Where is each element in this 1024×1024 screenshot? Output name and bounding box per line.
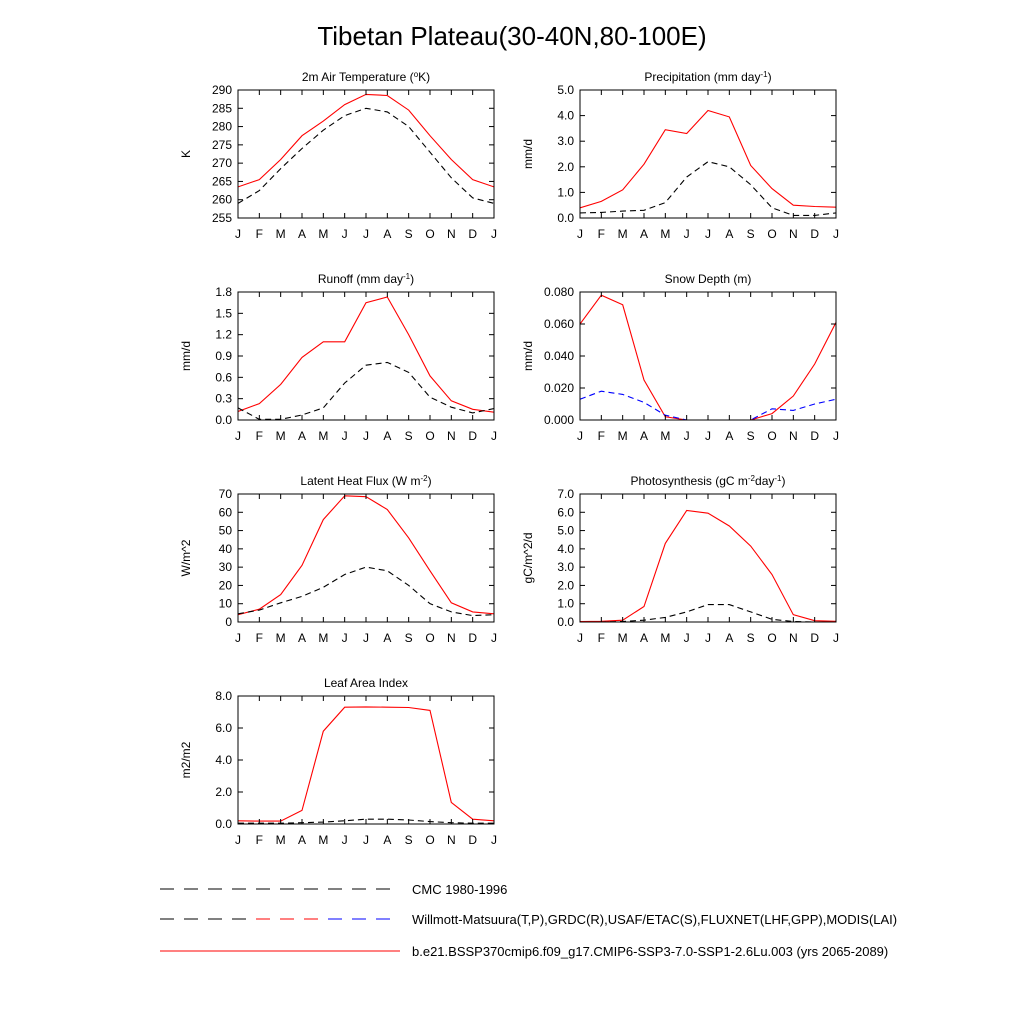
y-axis-label: W/m^2 <box>179 539 193 577</box>
x-tick-label: J <box>683 631 690 645</box>
x-tick-label: J <box>363 429 369 443</box>
x-tick-label: J <box>341 429 348 443</box>
plot-frame <box>238 90 494 218</box>
y-tick-label: 60 <box>218 505 232 520</box>
x-tick-label: A <box>383 833 392 847</box>
y-tick-label: 0.9 <box>215 349 232 363</box>
x-tick-label: D <box>468 227 478 241</box>
x-tick-label: O <box>425 833 435 847</box>
x-tick-label: J <box>341 631 348 645</box>
panel-title: Latent Heat Flux (W $m^{-2}$) <box>300 473 432 488</box>
x-tick-label: J <box>577 227 583 241</box>
y-tick-label: 1.0 <box>557 185 574 200</box>
panel-0 <box>179 70 497 242</box>
x-tick-label: A <box>297 833 307 847</box>
x-tick-label: J <box>363 833 369 847</box>
legend-label: CMC 1980-1996 <box>412 882 508 897</box>
y-tick-label: 2.0 <box>557 578 574 593</box>
y-tick-label: 3.0 <box>557 560 574 575</box>
panel-title: Runoff (mm day$^{-1}$) <box>317 271 415 286</box>
x-tick-label: A <box>639 227 649 241</box>
x-tick-label: J <box>833 429 839 443</box>
x-tick-label: A <box>297 227 307 241</box>
x-tick-label: J <box>833 227 839 241</box>
y-tick-label: 0.0 <box>215 413 232 427</box>
x-tick-label: M <box>318 631 329 645</box>
x-tick-label: J <box>235 429 241 443</box>
figure-title: Tibetan Plateau(30-40N,80-100E) <box>317 21 707 51</box>
x-tick-label: N <box>788 429 798 443</box>
x-tick-label: N <box>788 631 798 645</box>
model-series-line <box>238 707 494 821</box>
legend-item-2 <box>160 944 888 959</box>
x-tick-label: A <box>725 429 734 443</box>
y-tick-label: 0.040 <box>543 349 574 363</box>
x-tick-label: S <box>404 227 413 241</box>
x-tick-label: A <box>383 227 392 241</box>
x-tick-label: M <box>660 429 671 443</box>
x-tick-label: O <box>767 227 777 241</box>
y-tick-label: 0.0 <box>557 211 574 225</box>
y-tick-label: 30 <box>218 560 232 575</box>
legend-label: Willmott-Matsuura(T,P),GRDC(R),USAF/ETAC(S),FLUXNET(LHF,GPP),MODIS(LAI) <box>412 912 898 927</box>
x-tick-label: S <box>404 833 413 847</box>
x-tick-label: D <box>468 631 478 645</box>
x-tick-label: F <box>597 227 606 241</box>
legend-item-0 <box>160 882 507 897</box>
y-tick-label: 2.0 <box>557 159 574 174</box>
x-tick-label: A <box>639 429 649 443</box>
y-tick-label: 1.5 <box>215 306 232 321</box>
x-tick-label: J <box>491 833 497 847</box>
x-tick-label: J <box>491 429 497 443</box>
panels-group <box>179 70 839 848</box>
x-tick-label: M <box>318 429 329 443</box>
model-series-line <box>238 496 494 615</box>
panel-title: 2m Air Temperature ($^o$K) <box>301 69 431 84</box>
y-tick-label: 2.0 <box>215 785 232 799</box>
legend-label: b.e21.BSSP370cmip6.f09_g17.CMIP6-SSP3-7.0-SSP1-2.6Lu.003 (yrs 2065-2089) <box>412 944 889 959</box>
obs-series-line <box>238 108 494 203</box>
y-tick-label: 5.0 <box>557 523 574 538</box>
panel-5 <box>521 474 839 646</box>
y-tick-label: 1.2 <box>215 327 232 342</box>
x-tick-label: J <box>705 227 711 241</box>
y-tick-label: 270 <box>211 156 232 171</box>
y-axis-label: K <box>179 149 193 159</box>
x-tick-label: J <box>491 227 497 241</box>
y-tick-label: 50 <box>218 523 232 538</box>
panel-1 <box>521 70 839 242</box>
x-tick-label: J <box>341 227 348 241</box>
x-tick-label: A <box>383 429 392 443</box>
x-tick-label: O <box>767 429 777 443</box>
x-tick-label: J <box>705 429 711 443</box>
x-tick-label: A <box>639 631 649 645</box>
plot-frame <box>238 292 494 420</box>
y-tick-label: 280 <box>211 119 232 134</box>
x-tick-label: F <box>255 429 264 443</box>
panel-title: Precipitation (mm day$^{-1}$) <box>644 69 772 84</box>
y-tick-label: 0.000 <box>543 413 574 427</box>
x-tick-label: N <box>446 833 456 847</box>
x-tick-label: J <box>235 631 241 645</box>
x-tick-label: N <box>446 429 456 443</box>
y-tick-label: 275 <box>211 137 232 152</box>
x-tick-label: F <box>255 833 264 847</box>
x-tick-label: J <box>341 833 348 847</box>
x-tick-label: J <box>235 227 241 241</box>
y-tick-label: 1.0 <box>557 596 574 611</box>
x-tick-label: M <box>660 227 671 241</box>
x-tick-label: A <box>297 631 307 645</box>
y-tick-label: 0.020 <box>543 381 574 395</box>
plot-frame <box>580 90 836 218</box>
plot-frame <box>238 494 494 622</box>
y-tick-label: 4.0 <box>215 753 232 767</box>
x-tick-label: M <box>275 631 286 645</box>
x-tick-label: M <box>318 227 329 241</box>
x-tick-label: M <box>617 631 628 645</box>
model-series-line <box>238 297 494 412</box>
x-tick-label: M <box>617 429 628 443</box>
model-series-line <box>580 111 836 208</box>
panel-title: Leaf Area Index <box>323 676 409 690</box>
x-tick-label: A <box>297 429 307 443</box>
x-tick-label: M <box>318 833 329 847</box>
x-tick-label: S <box>746 429 755 443</box>
y-tick-label: 255 <box>211 211 232 225</box>
x-tick-label: O <box>425 227 435 241</box>
y-tick-label: 6.0 <box>215 721 232 735</box>
x-tick-label: A <box>383 631 392 645</box>
y-tick-label: 0.3 <box>215 391 232 406</box>
panel-title: Snow Depth (m) <box>664 272 752 286</box>
y-tick-label: 290 <box>211 83 232 97</box>
x-tick-label: M <box>275 429 286 443</box>
x-tick-label: D <box>810 631 820 645</box>
panel-3 <box>521 272 839 443</box>
x-tick-label: S <box>404 429 413 443</box>
x-tick-label: J <box>577 631 583 645</box>
legend <box>160 882 897 959</box>
x-tick-label: S <box>404 631 413 645</box>
x-tick-label: D <box>468 833 478 847</box>
x-tick-label: N <box>446 631 456 645</box>
y-tick-label: 20 <box>218 578 232 593</box>
x-tick-label: O <box>425 429 435 443</box>
y-tick-label: 0 <box>225 615 232 629</box>
y-axis-label: mm/d <box>179 341 193 371</box>
panel-4 <box>179 474 497 646</box>
legend-item-1 <box>160 912 897 927</box>
x-tick-label: M <box>660 631 671 645</box>
x-tick-label: N <box>446 227 456 241</box>
y-tick-label: 0.0 <box>215 817 232 831</box>
x-tick-label: J <box>577 429 583 443</box>
obs-series-line <box>238 362 494 419</box>
y-tick-label: 0.060 <box>543 317 574 331</box>
obs-series-line <box>580 162 836 216</box>
y-tick-label: 4.0 <box>557 108 574 123</box>
panel-2 <box>179 272 497 444</box>
y-tick-label: 0.6 <box>215 370 232 385</box>
y-axis-label: gC/m^2/d <box>521 532 535 584</box>
x-tick-label: J <box>235 833 241 847</box>
y-tick-label: 0.0 <box>557 615 574 629</box>
x-tick-label: J <box>363 227 369 241</box>
y-tick-label: 265 <box>211 174 232 189</box>
x-tick-label: M <box>275 833 286 847</box>
x-tick-label: F <box>255 631 264 645</box>
x-tick-label: A <box>725 227 734 241</box>
y-axis-label: m2/m2 <box>179 741 193 779</box>
x-tick-label: J <box>683 429 690 443</box>
x-tick-label: J <box>833 631 839 645</box>
model-series-line <box>580 295 836 420</box>
y-tick-label: 285 <box>211 101 232 116</box>
plot-frame <box>580 292 836 420</box>
y-tick-label: 70 <box>218 487 232 501</box>
panel-title: Photosynthesis (gC $m^{-2}day^{-1}$) <box>630 473 786 488</box>
y-tick-label: 10 <box>218 596 232 611</box>
plot-frame <box>238 696 494 824</box>
x-tick-label: J <box>705 631 711 645</box>
panel-6 <box>179 676 497 847</box>
x-tick-label: D <box>810 227 820 241</box>
y-axis-label: mm/d <box>521 139 535 169</box>
x-tick-label: F <box>255 227 264 241</box>
x-tick-label: F <box>597 429 606 443</box>
x-tick-label: O <box>425 631 435 645</box>
x-tick-label: D <box>810 429 820 443</box>
y-tick-label: 8.0 <box>215 689 232 703</box>
x-tick-label: A <box>725 631 734 645</box>
y-tick-label: 5.0 <box>557 83 574 97</box>
y-tick-label: 260 <box>211 192 232 207</box>
x-tick-label: N <box>788 227 798 241</box>
x-tick-label: D <box>468 429 478 443</box>
x-tick-label: S <box>746 631 755 645</box>
x-tick-label: S <box>746 227 755 241</box>
x-tick-label: O <box>767 631 777 645</box>
obs-series-line <box>238 567 494 616</box>
y-tick-label: 0.080 <box>543 285 574 299</box>
x-tick-label: J <box>363 631 369 645</box>
y-axis-label: mm/d <box>521 341 535 371</box>
y-tick-label: 3.0 <box>557 134 574 149</box>
y-tick-label: 6.0 <box>557 505 574 520</box>
x-tick-label: M <box>617 227 628 241</box>
x-tick-label: J <box>491 631 497 645</box>
x-tick-label: J <box>683 227 690 241</box>
y-tick-label: 1.8 <box>215 285 232 299</box>
x-tick-label: F <box>597 631 606 645</box>
y-tick-label: 40 <box>218 541 232 556</box>
y-tick-label: 4.0 <box>557 541 574 556</box>
x-tick-label: M <box>275 227 286 241</box>
y-tick-label: 7.0 <box>557 487 574 501</box>
